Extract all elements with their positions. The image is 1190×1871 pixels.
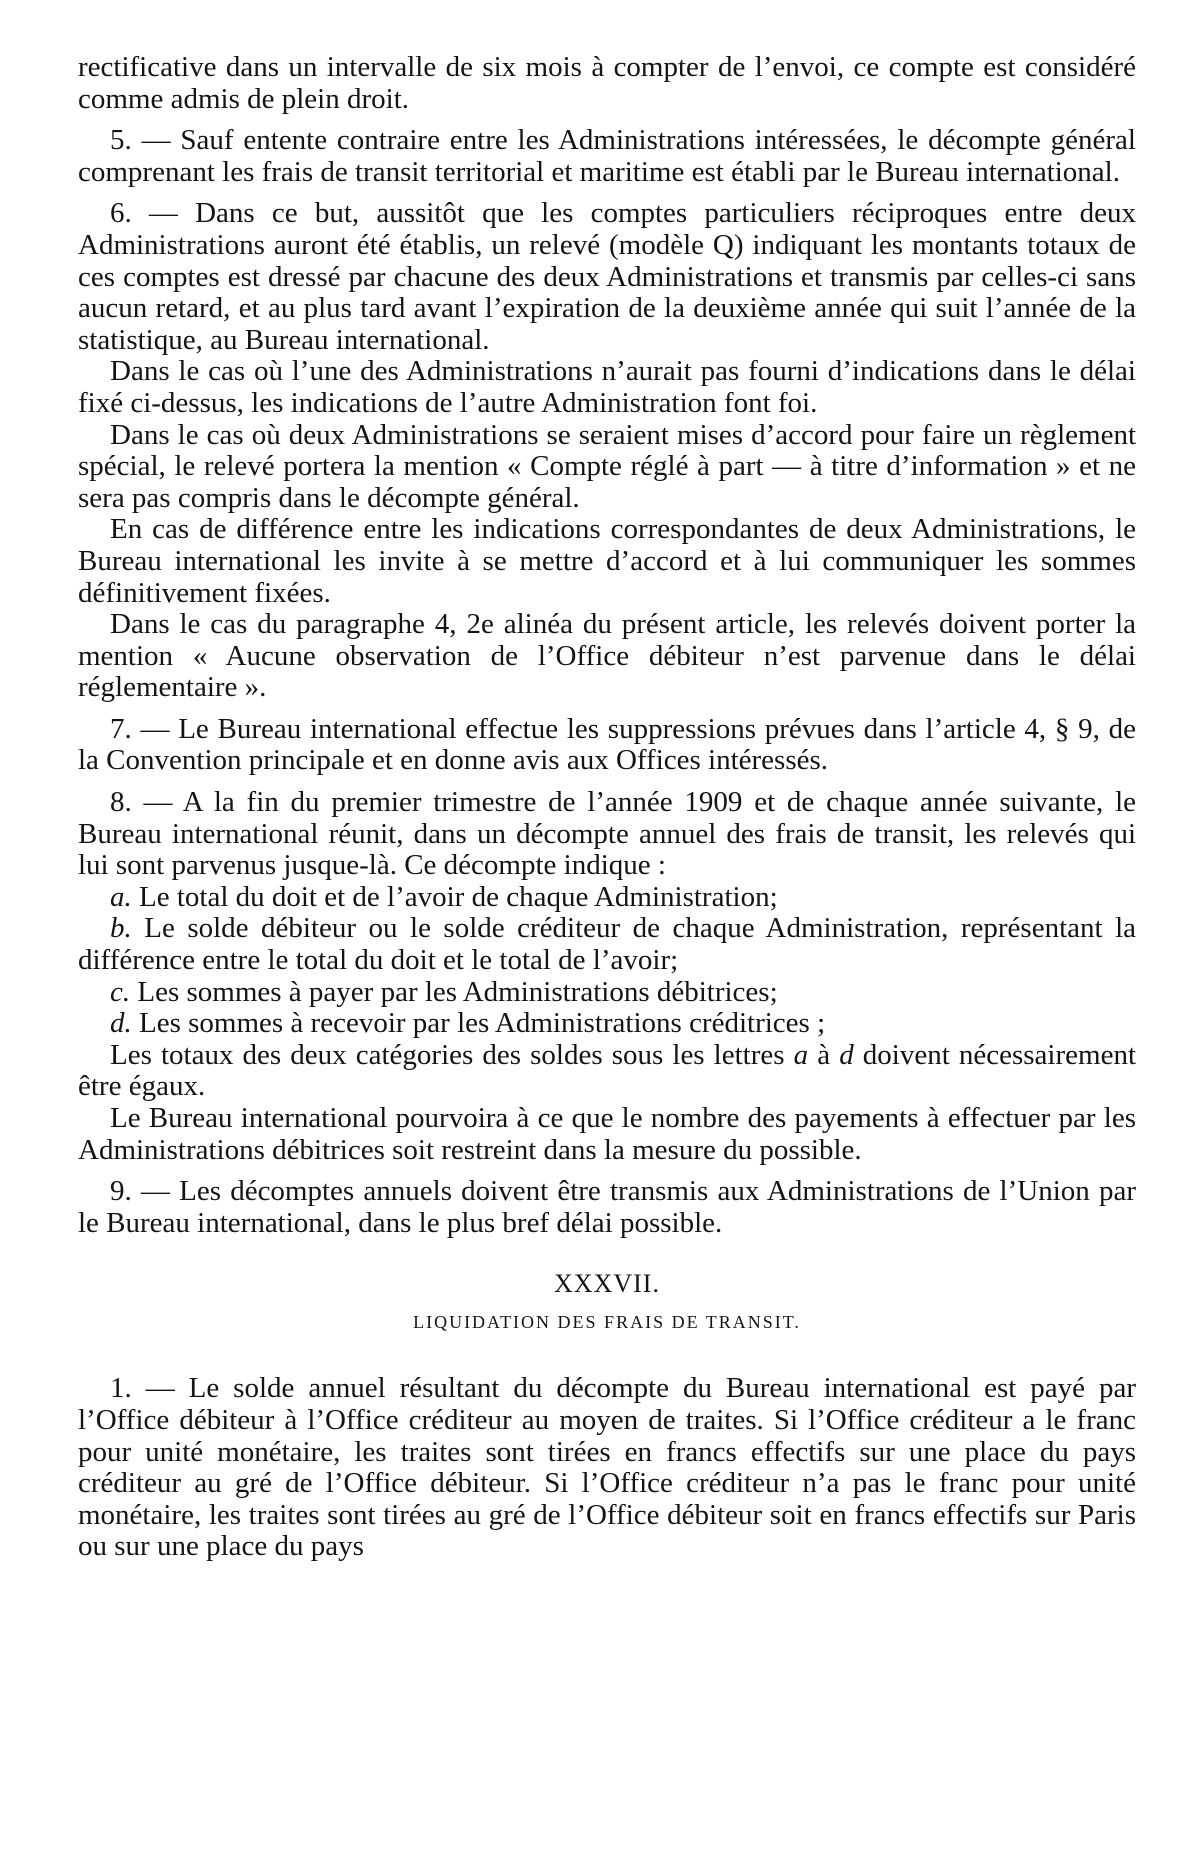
list-text: Le solde débiteur ou le solde créditeur de chaque Administration, représentant la différence entre le total du doit et le total de l’avoir; bbox=[78, 912, 1136, 977]
section-title: LIQUIDATION DES FRAIS DE TRANSIT. bbox=[413, 1312, 801, 1333]
paragraph-8-payments: Le Bureau international pourvoira à ce que le nombre des payements à effectuer par les Administrations débitrices soit restreint dans la mesure du possible. bbox=[78, 1102, 1136, 1166]
totals-text-mid: à bbox=[808, 1038, 840, 1071]
section-paragraph-1: 1. — Le solde annuel résultant du décompte du Bureau international est payé par l’Office débiteur à l’Office créditeur au moyen de traites. Si l’Office créditeur a le franc pour unité monétaire, les traites sont tirées en francs effectifs sur une place du pays créditeur au gré de l’Office débiteur. Si l’Office créditeur n’a pas le franc pour unité monétaire, les traites sont tirées au gré de l’Office débiteur soit en francs effectifs sur Paris ou sur une place du pays bbox=[78, 1372, 1136, 1563]
paragraph-8: 8. — A la fin du premier trimestre de l’année 1909 et de chaque année suivante, le Bureau international réunit, dans un décompte annuel des frais de transit, les relevés qui lui sont parvenus jusque-là. Ce décompte indique : bbox=[78, 786, 1136, 882]
list-item-b bbox=[78, 913, 1136, 976]
list-letter: d. bbox=[110, 1007, 132, 1040]
list-letter: b. bbox=[110, 912, 132, 945]
paragraph-6: 6. — Dans ce but, aussitôt que les comptes particuliers réciproques entre deux Administrations auront été établis, un relevé (modèle Q) indiquant les montants totaux de ces comptes est dressé par chacune des deux Administrations et transmis par celles-ci sans aucun retard, et au plus tard avant l’expiration de la deuxième année qui suit l’année de la statistique, au Bureau international. bbox=[78, 197, 1136, 356]
list-letter: c. bbox=[110, 975, 131, 1008]
paragraph-6-note-1: Dans le cas où l’une des Administrations n’aurait pas fourni d’indications dans le délai fixé ci-dessus, les indications de l’autre Administration font foi. bbox=[78, 355, 1136, 419]
totals-letter-d: d bbox=[839, 1038, 854, 1071]
paragraph-continuation: rectificative dans un intervalle de six mois à compter de l’envoi, ce compte est considéré comme admis de plein droit. bbox=[78, 51, 1136, 115]
paragraph-6-note-3: En cas de différence entre les indications correspondantes de deux Administrations, le Bureau international les invite à se mettre d’accord et à lui communiquer les sommes définitivement fixées. bbox=[78, 513, 1136, 609]
document-page bbox=[78, 52, 1136, 1563]
list-item-a bbox=[78, 882, 1136, 914]
list-item-d bbox=[78, 1008, 1136, 1040]
paragraph-6-note-2: Dans le cas où deux Administrations se seraient mises d’accord pour faire un règlement spécial, le relevé portera la mention « Compte réglé à part — à titre d’information » et ne sera pas compris dans le décompte général. bbox=[78, 418, 1136, 514]
paragraph-7: 7. — Le Bureau international effectue les suppressions prévues dans l’article 4, § 9, de la Convention principale et en donne avis aux Offices intéressés. bbox=[78, 712, 1136, 777]
totals-letter-a: a bbox=[793, 1038, 809, 1071]
list-item-c bbox=[78, 977, 1136, 1009]
list-text: Les sommes à payer par les Administrations débitrices; bbox=[130, 975, 778, 1008]
list-text: Les sommes à recevoir par les Administrations créditrices ; bbox=[131, 1007, 826, 1040]
paragraph-9: 9. — Les décomptes annuels doivent être transmis aux Administrations de l’Union par le Bureau international, dans le plus bref délai possible. bbox=[78, 1175, 1136, 1239]
paragraph-8-totals bbox=[78, 1040, 1136, 1103]
list-letter: a. bbox=[110, 880, 132, 913]
paragraph-5: 5. — Sauf entente contraire entre les Administrations intéressées, le décompte général comprenant les frais de transit territorial et maritime est établi par le Bureau international. bbox=[78, 124, 1136, 188]
totals-text-post: doivent nécessairement être égaux. bbox=[78, 1038, 1136, 1103]
paragraph-6-note-4: Dans le cas du paragraphe 4, 2e alinéa du présent article, les relevés doivent porter la mention « Aucune observation de l’Office débiteur n’est parvenue dans le délai réglementaire ». bbox=[78, 608, 1136, 704]
section-number: XXXVII. bbox=[554, 1269, 660, 1299]
list-text: Le total du doit et de l’avoir de chaque Administration; bbox=[131, 880, 778, 913]
totals-text-pre: Les totaux des deux catégories des soldes sous les lettres bbox=[110, 1038, 794, 1071]
